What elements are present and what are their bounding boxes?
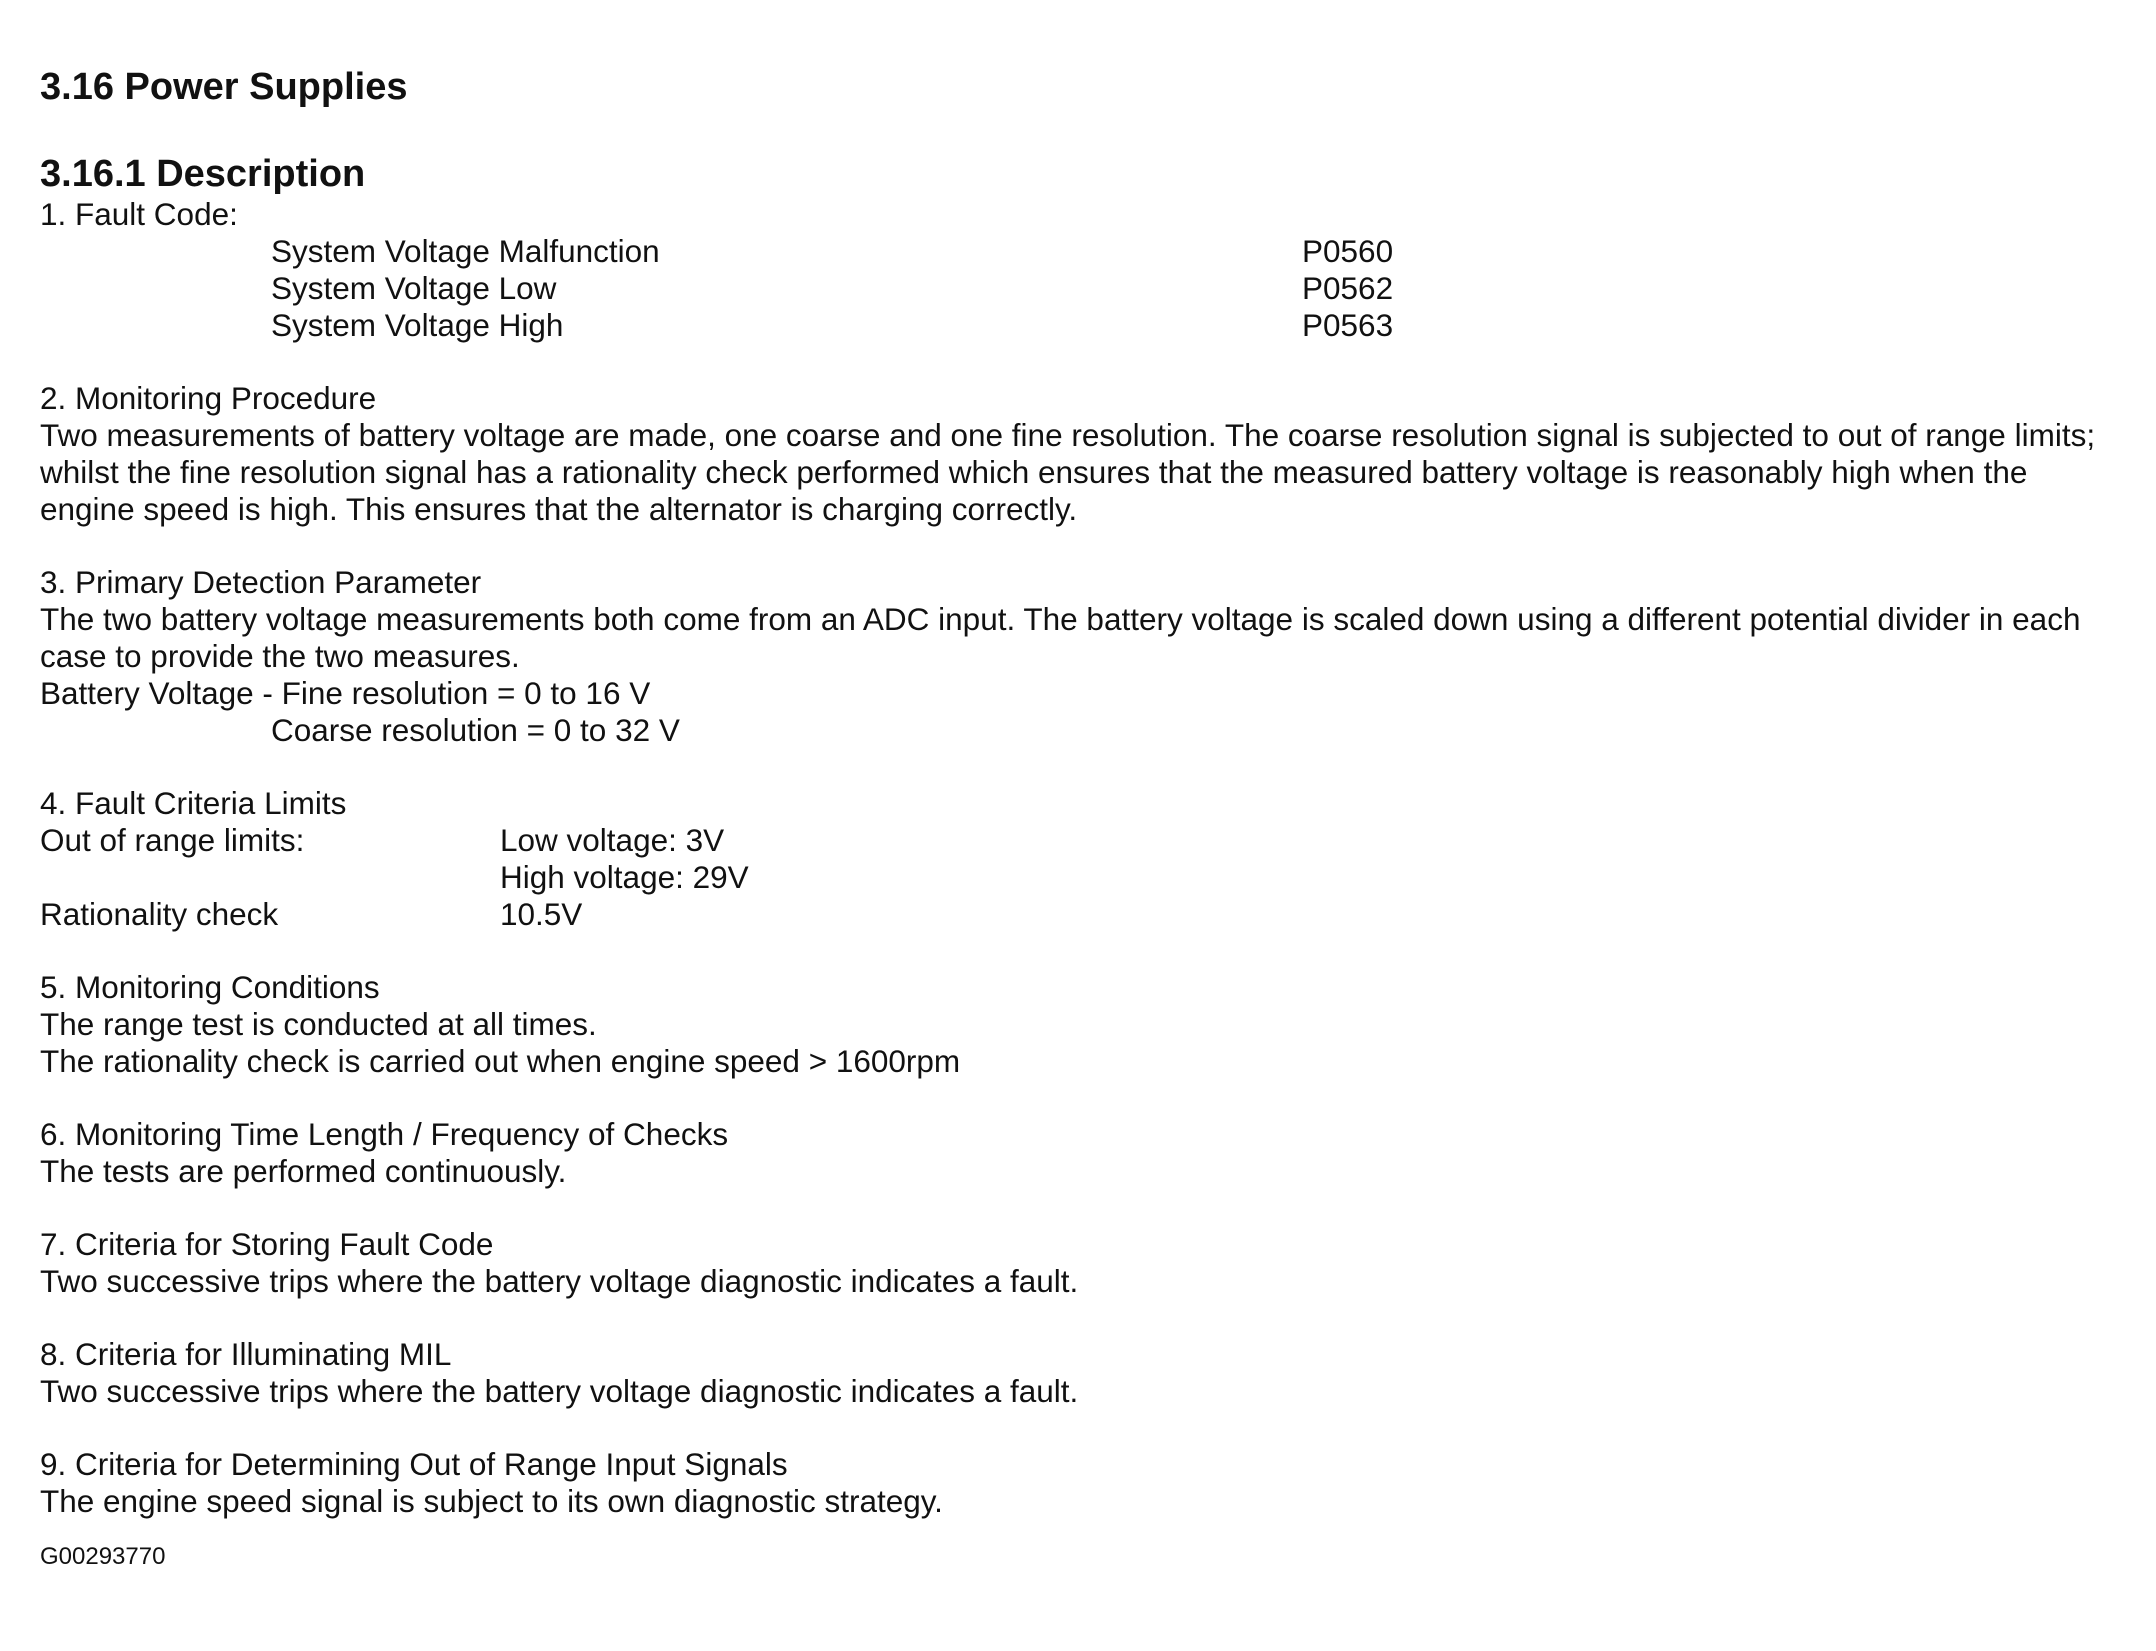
monitoring-time-title: 6. Monitoring Time Length / Frequency of Checks xyxy=(40,1116,729,1152)
section-heading: 3.16 Power Supplies xyxy=(40,66,408,108)
range-limits-label: Out of range limits: xyxy=(40,822,305,858)
fault-code-name: System Voltage Malfunction xyxy=(271,233,660,269)
fault-code-row xyxy=(40,270,2130,307)
coarse-resolution-row xyxy=(40,712,2130,749)
monitoring-procedure-title: 2. Monitoring Procedure xyxy=(40,380,377,416)
fault-code-value: P0562 xyxy=(1302,270,1394,306)
high-voltage-value: High voltage: 29V xyxy=(500,859,749,895)
limits-row xyxy=(40,822,2130,859)
paragraph-line: The rationality check is carried out when engine speed > 1600rpm xyxy=(40,1043,961,1079)
paragraph-line: The two battery voltage measurements both come from an ADC input. The battery voltage is scaled down using a different potential divider in each xyxy=(40,601,2081,637)
illuminating-mil-title: 8. Criteria for Illuminating MIL xyxy=(40,1336,452,1372)
paragraph-line: Two measurements of battery voltage are made, one coarse and one fine resolution. The coarse resolution signal is subjected to out of range limits; xyxy=(40,417,2096,453)
fault-code-name: System Voltage High xyxy=(271,307,564,343)
fault-code-name: System Voltage Low xyxy=(271,270,557,306)
paragraph-line: The tests are performed continuously. xyxy=(40,1153,567,1189)
document-page xyxy=(40,62,2130,1572)
subsection-heading: 3.16.1 Description xyxy=(40,153,366,195)
fault-code-value: P0560 xyxy=(1302,233,1394,269)
rationality-label: Rationality check xyxy=(40,896,279,932)
paragraph-line: Two successive trips where the battery voltage diagnostic indicates a fault. xyxy=(40,1373,1079,1409)
fault-code-row xyxy=(40,307,2130,344)
fault-code-title: 1. Fault Code: xyxy=(40,196,238,232)
out-of-range-title: 9. Criteria for Determining Out of Range Input Signals xyxy=(40,1446,788,1482)
paragraph-line: The engine speed signal is subject to its own diagnostic strategy. xyxy=(40,1483,943,1519)
paragraph-line: The range test is conducted at all times. xyxy=(40,1006,597,1042)
limits-row xyxy=(40,896,2130,933)
fault-code-row xyxy=(40,233,2130,270)
paragraph-line: engine speed is high. This ensures that the alternator is charging correctly. xyxy=(40,491,1078,527)
paragraph-line: case to provide the two measures. xyxy=(40,638,520,674)
limits-row xyxy=(40,859,2130,896)
fault-code-value: P0563 xyxy=(1302,307,1394,343)
low-voltage-value: Low voltage: 3V xyxy=(500,822,725,858)
paragraph-line: Two successive trips where the battery voltage diagnostic indicates a fault. xyxy=(40,1263,1079,1299)
fault-criteria-title: 4. Fault Criteria Limits xyxy=(40,785,347,821)
document-id: G00293770 xyxy=(40,1543,166,1570)
rationality-value: 10.5V xyxy=(500,896,583,932)
storing-fault-title: 7. Criteria for Storing Fault Code xyxy=(40,1226,494,1262)
fine-resolution-line: Battery Voltage - Fine resolution = 0 to 16 V xyxy=(40,675,651,711)
primary-detection-title: 3. Primary Detection Parameter xyxy=(40,564,482,600)
paragraph-line: whilst the fine resolution signal has a rationality check performed which ensures that the measured battery voltage is reasonably high when the xyxy=(40,454,2028,490)
coarse-resolution-line: Coarse resolution = 0 to 32 V xyxy=(271,712,680,748)
monitoring-conditions-title: 5. Monitoring Conditions xyxy=(40,969,380,1005)
